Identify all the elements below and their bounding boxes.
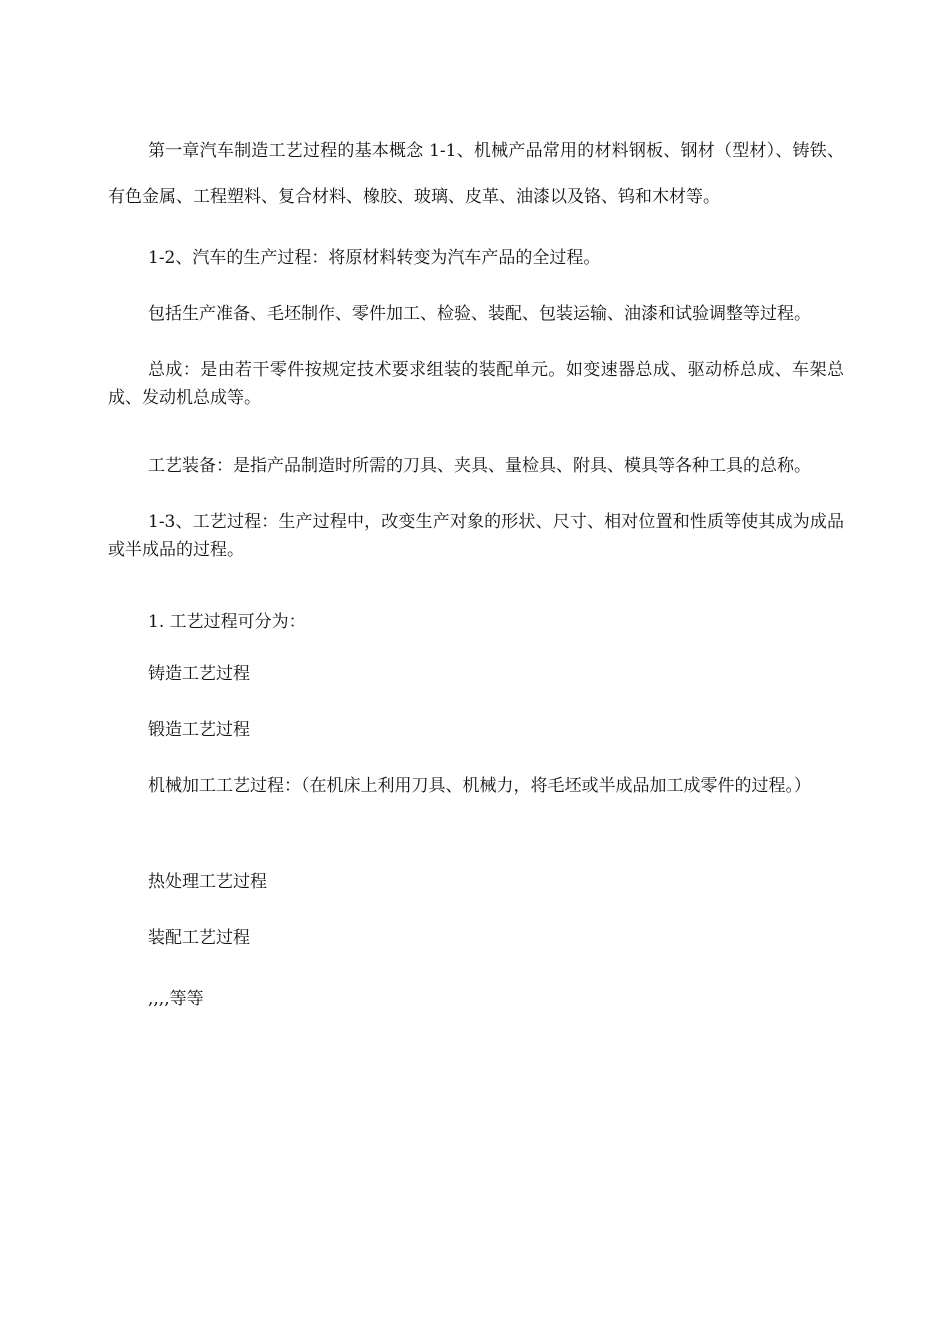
paragraph-production-process: 1-2、汽车的生产过程：将原材料转变为汽车产品的全过程。	[148, 248, 601, 268]
paragraph-assembly-unit: 总成：是由若干零件按规定技术要求组装的装配单元。如变速器总成、驱动桥总成、车架总成、发动机总成等。	[108, 360, 844, 408]
list-item-casting: 铸造工艺过程	[148, 664, 250, 684]
paragraph-tooling: 工艺装备：是指产品制造时所需的刀具、夹具、量检具、附具、模具等各种工具的总称。	[148, 456, 811, 476]
paragraph-materials: 第一章汽车制造工艺过程的基本概念 1-1、机械产品常用的材料钢板、钢材（型材）、铸铁、有色金属、工程塑料、复合材料、橡胶、玻璃、皮革、油漆以及铬、钨和木材等。	[108, 141, 844, 207]
paragraph-process-types: 1. 工艺过程可分为：	[148, 612, 306, 632]
paragraph-production-includes: 包括生产准备、毛坯制作、零件加工、检验、装配、包装运输、油漆和试验调整等过程。	[148, 304, 811, 324]
list-item-etc: ,,,,等等	[148, 989, 204, 1009]
list-item-assembly: 装配工艺过程	[148, 928, 250, 948]
list-item-heat-treatment: 热处理工艺过程	[148, 872, 267, 892]
paragraph-process-definition: 1-3、工艺过程：生产过程中，改变生产对象的形状、尺寸、相对位置和性质等使其成为成品或半成品的过程。	[108, 512, 844, 560]
list-item-machining: 机械加工工艺过程：（在机床上利用刀具、机械力，将毛坯或半成品加工成零件的过程。）	[148, 776, 811, 796]
list-item-forging: 锻造工艺过程	[148, 720, 250, 740]
